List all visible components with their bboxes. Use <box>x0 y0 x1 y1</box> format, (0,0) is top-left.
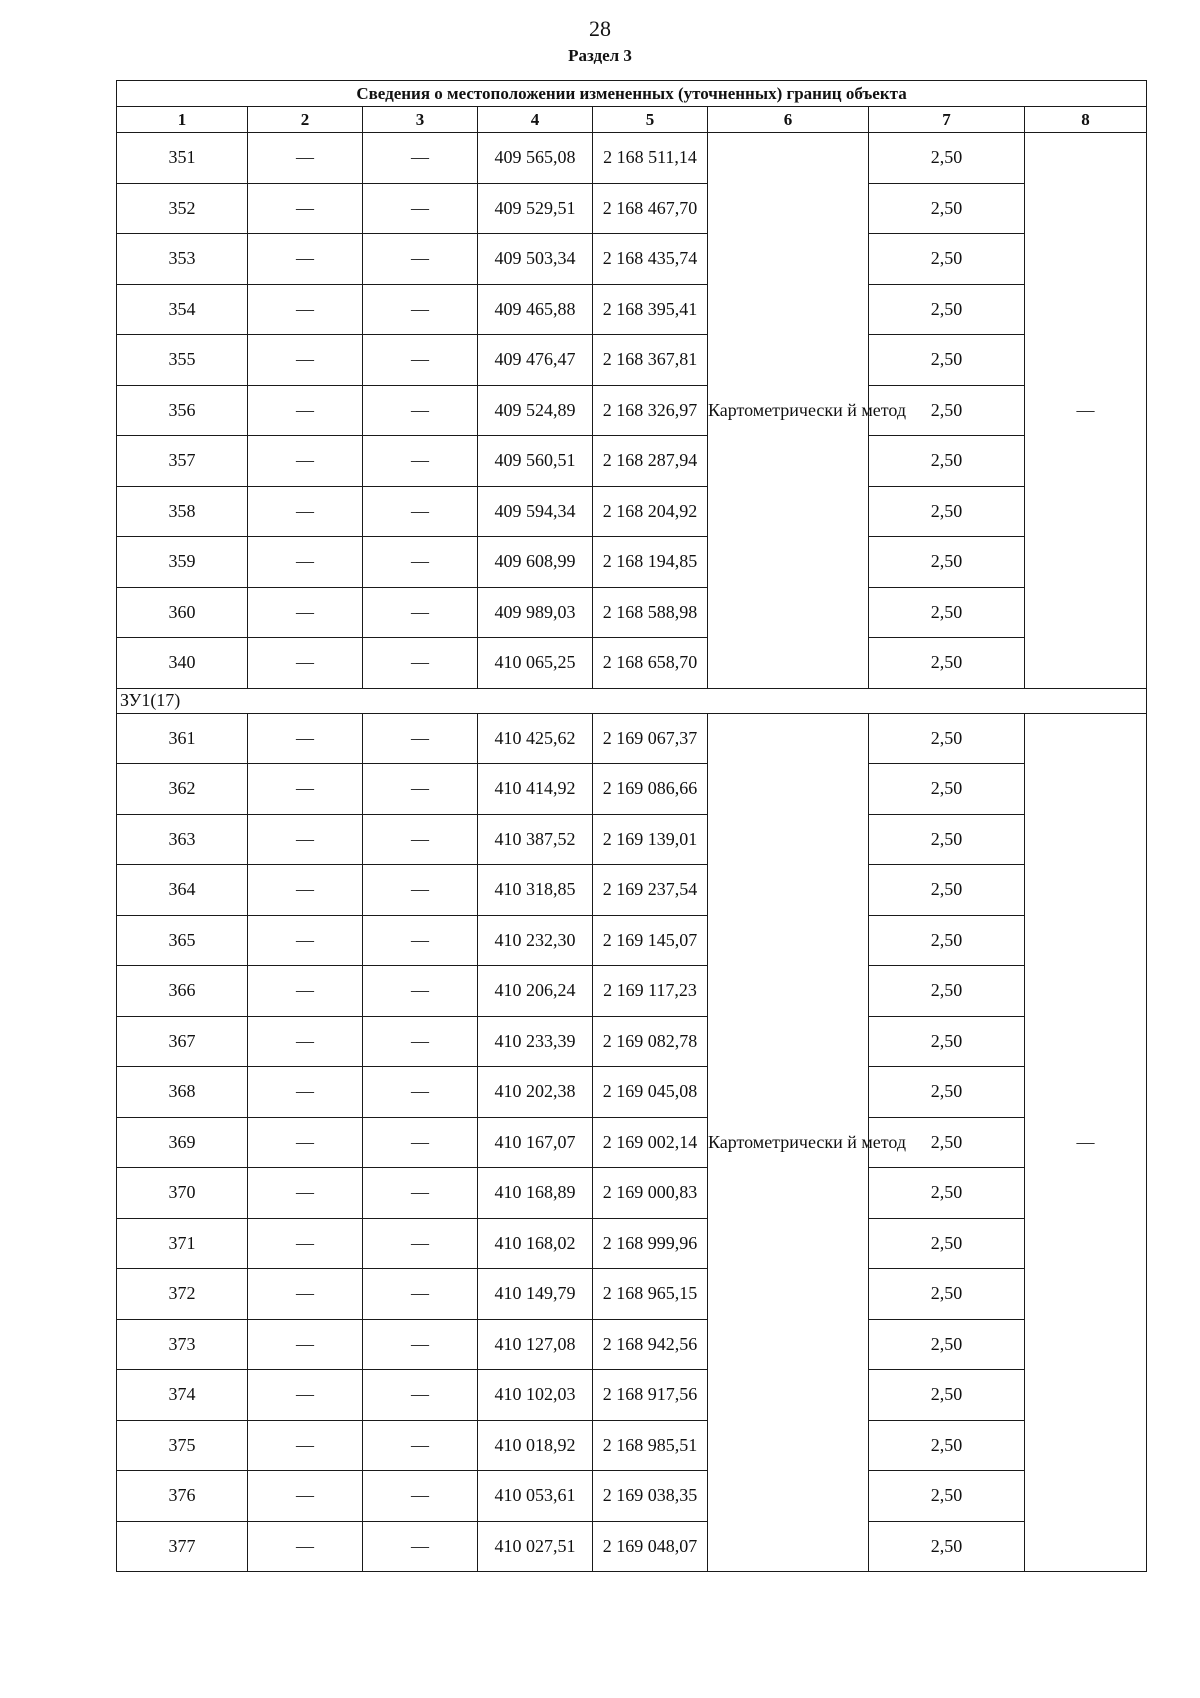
y-coordinate-cell: 2 168 511,14 <box>593 133 708 184</box>
x-coordinate-cell: 410 053,61 <box>478 1471 593 1522</box>
table-row <box>117 183 1147 234</box>
group-label: ЗУ1(17) <box>117 688 1147 713</box>
y-coordinate-cell: 2 169 237,54 <box>593 865 708 916</box>
point-number-cell: 364 <box>117 865 248 916</box>
point-number-cell: 365 <box>117 915 248 966</box>
column-3-cell: — <box>363 234 478 285</box>
column-3-cell: — <box>363 764 478 815</box>
table-row <box>117 1218 1147 1269</box>
accuracy-cell: 2,50 <box>869 133 1025 184</box>
y-coordinate-cell: 2 169 145,07 <box>593 915 708 966</box>
accuracy-cell: 2,50 <box>869 1319 1025 1370</box>
table-row <box>117 1370 1147 1421</box>
column-3-cell: — <box>363 1269 478 1320</box>
table-row <box>117 865 1147 916</box>
y-coordinate-cell: 2 169 045,08 <box>593 1067 708 1118</box>
point-number-cell: 374 <box>117 1370 248 1421</box>
accuracy-cell: 2,50 <box>869 234 1025 285</box>
point-number-cell: 340 <box>117 638 248 689</box>
column-3-cell: — <box>363 133 478 184</box>
column-number: 8 <box>1025 107 1147 133</box>
point-number-cell: 361 <box>117 713 248 764</box>
column-2-cell: — <box>248 486 363 537</box>
point-number-cell: 367 <box>117 1016 248 1067</box>
y-coordinate-cell: 2 169 048,07 <box>593 1521 708 1572</box>
point-number-cell: 351 <box>117 133 248 184</box>
y-coordinate-cell: 2 169 067,37 <box>593 713 708 764</box>
boundary-coordinates-table <box>116 80 1147 1572</box>
y-coordinate-cell: 2 168 467,70 <box>593 183 708 234</box>
column-number: 3 <box>363 107 478 133</box>
section-title: Раздел 3 <box>568 46 632 65</box>
x-coordinate-cell: 410 233,39 <box>478 1016 593 1067</box>
accuracy-cell: 2,50 <box>869 713 1025 764</box>
point-number-cell: 358 <box>117 486 248 537</box>
x-coordinate-cell: 410 318,85 <box>478 865 593 916</box>
y-coordinate-cell: 2 168 942,56 <box>593 1319 708 1370</box>
accuracy-cell: 2,50 <box>869 1420 1025 1471</box>
table-row <box>117 814 1147 865</box>
accuracy-cell: 2,50 <box>869 1016 1025 1067</box>
table-row <box>117 713 1147 764</box>
accuracy-cell: 2,50 <box>869 486 1025 537</box>
y-coordinate-cell: 2 169 139,01 <box>593 814 708 865</box>
point-number-cell: 369 <box>117 1117 248 1168</box>
column-8-cell: — <box>1025 133 1147 689</box>
x-coordinate-cell: 410 425,62 <box>478 713 593 764</box>
point-number-cell: 354 <box>117 284 248 335</box>
x-coordinate-cell: 409 476,47 <box>478 335 593 386</box>
point-number-cell: 363 <box>117 814 248 865</box>
point-number-cell: 360 <box>117 587 248 638</box>
column-3-cell: — <box>363 966 478 1017</box>
table-row <box>117 537 1147 588</box>
x-coordinate-cell: 410 202,38 <box>478 1067 593 1118</box>
point-number-cell: 377 <box>117 1521 248 1572</box>
column-2-cell: — <box>248 133 363 184</box>
table-row <box>117 1269 1147 1320</box>
column-number: 1 <box>117 107 248 133</box>
y-coordinate-cell: 2 169 086,66 <box>593 764 708 815</box>
table-row <box>117 1168 1147 1219</box>
table-row <box>117 1319 1147 1370</box>
column-number: 2 <box>248 107 363 133</box>
point-number-cell: 375 <box>117 1420 248 1471</box>
column-3-cell: — <box>363 1420 478 1471</box>
x-coordinate-cell: 409 989,03 <box>478 587 593 638</box>
accuracy-cell: 2,50 <box>869 1218 1025 1269</box>
y-coordinate-cell: 2 168 204,92 <box>593 486 708 537</box>
x-coordinate-cell: 409 503,34 <box>478 234 593 285</box>
point-number-cell: 355 <box>117 335 248 386</box>
y-coordinate-cell: 2 169 002,14 <box>593 1117 708 1168</box>
accuracy-cell: 2,50 <box>869 335 1025 386</box>
table-row <box>117 1521 1147 1572</box>
x-coordinate-cell: 409 594,34 <box>478 486 593 537</box>
column-3-cell: — <box>363 486 478 537</box>
column-3-cell: — <box>363 1319 478 1370</box>
column-2-cell: — <box>248 335 363 386</box>
column-2-cell: — <box>248 814 363 865</box>
table-row <box>117 764 1147 815</box>
table-row <box>117 1117 1147 1168</box>
point-number-cell: 356 <box>117 385 248 436</box>
y-coordinate-cell: 2 168 658,70 <box>593 638 708 689</box>
column-2-cell: — <box>248 1016 363 1067</box>
x-coordinate-cell: 410 027,51 <box>478 1521 593 1572</box>
table-row <box>117 1067 1147 1118</box>
column-3-cell: — <box>363 713 478 764</box>
column-2-cell: — <box>248 183 363 234</box>
y-coordinate-cell: 2 168 965,15 <box>593 1269 708 1320</box>
x-coordinate-cell: 410 168,02 <box>478 1218 593 1269</box>
accuracy-cell: 2,50 <box>869 1269 1025 1320</box>
table-row <box>117 966 1147 1017</box>
column-2-cell: — <box>248 865 363 916</box>
accuracy-cell: 2,50 <box>869 436 1025 487</box>
accuracy-cell: 2,50 <box>869 1117 1025 1168</box>
x-coordinate-cell: 410 127,08 <box>478 1319 593 1370</box>
column-2-cell: — <box>248 966 363 1017</box>
column-2-cell: — <box>248 436 363 487</box>
accuracy-cell: 2,50 <box>869 638 1025 689</box>
x-coordinate-cell: 409 524,89 <box>478 385 593 436</box>
column-8-cell: — <box>1025 713 1147 1572</box>
y-coordinate-cell: 2 168 194,85 <box>593 537 708 588</box>
column-3-cell: — <box>363 1521 478 1572</box>
column-2-cell: — <box>248 764 363 815</box>
y-coordinate-cell: 2 168 395,41 <box>593 284 708 335</box>
x-coordinate-cell: 410 168,89 <box>478 1168 593 1219</box>
column-3-cell: — <box>363 335 478 386</box>
y-coordinate-cell: 2 168 985,51 <box>593 1420 708 1471</box>
column-3-cell: — <box>363 1471 478 1522</box>
accuracy-cell: 2,50 <box>869 1067 1025 1118</box>
x-coordinate-cell: 409 560,51 <box>478 436 593 487</box>
column-2-cell: — <box>248 1067 363 1118</box>
x-coordinate-cell: 410 018,92 <box>478 1420 593 1471</box>
table-row <box>117 1471 1147 1522</box>
table-row <box>117 638 1147 689</box>
x-coordinate-cell: 409 608,99 <box>478 537 593 588</box>
column-3-cell: — <box>363 1016 478 1067</box>
column-2-cell: — <box>248 1269 363 1320</box>
table-row <box>117 587 1147 638</box>
point-number-cell: 366 <box>117 966 248 1017</box>
accuracy-cell: 2,50 <box>869 1521 1025 1572</box>
point-number-cell: 373 <box>117 1319 248 1370</box>
y-coordinate-cell: 2 169 038,35 <box>593 1471 708 1522</box>
page-number: 28 <box>589 16 611 41</box>
column-3-cell: — <box>363 1218 478 1269</box>
x-coordinate-cell: 409 465,88 <box>478 284 593 335</box>
y-coordinate-cell: 2 169 082,78 <box>593 1016 708 1067</box>
column-2-cell: — <box>248 713 363 764</box>
point-number-cell: 362 <box>117 764 248 815</box>
accuracy-cell: 2,50 <box>869 537 1025 588</box>
column-number: 6 <box>708 107 869 133</box>
x-coordinate-cell: 410 414,92 <box>478 764 593 815</box>
accuracy-cell: 2,50 <box>869 1370 1025 1421</box>
accuracy-cell: 2,50 <box>869 1168 1025 1219</box>
column-3-cell: — <box>363 385 478 436</box>
column-3-cell: — <box>363 1168 478 1219</box>
column-number: 4 <box>478 107 593 133</box>
accuracy-cell: 2,50 <box>869 284 1025 335</box>
x-coordinate-cell: 409 529,51 <box>478 183 593 234</box>
x-coordinate-cell: 410 387,52 <box>478 814 593 865</box>
x-coordinate-cell: 409 565,08 <box>478 133 593 184</box>
column-2-cell: — <box>248 1471 363 1522</box>
point-number-cell: 353 <box>117 234 248 285</box>
x-coordinate-cell: 410 206,24 <box>478 966 593 1017</box>
table-row <box>117 133 1147 184</box>
table-body <box>117 133 1147 1572</box>
column-2-cell: — <box>248 385 363 436</box>
y-coordinate-cell: 2 168 367,81 <box>593 335 708 386</box>
column-2-cell: — <box>248 915 363 966</box>
column-2-cell: — <box>248 587 363 638</box>
column-3-cell: — <box>363 284 478 335</box>
column-2-cell: — <box>248 234 363 285</box>
column-3-cell: — <box>363 814 478 865</box>
column-2-cell: — <box>248 1521 363 1572</box>
column-2-cell: — <box>248 638 363 689</box>
y-coordinate-cell: 2 168 917,56 <box>593 1370 708 1421</box>
x-coordinate-cell: 410 065,25 <box>478 638 593 689</box>
point-number-cell: 371 <box>117 1218 248 1269</box>
column-3-cell: — <box>363 587 478 638</box>
accuracy-cell: 2,50 <box>869 385 1025 436</box>
table-caption: Сведения о местоположении измененных (уточненных) границ объекта <box>117 81 1147 107</box>
y-coordinate-cell: 2 168 326,97 <box>593 385 708 436</box>
table-row <box>117 436 1147 487</box>
accuracy-cell: 2,50 <box>869 183 1025 234</box>
table-row <box>117 1016 1147 1067</box>
group-label-row <box>117 688 1147 713</box>
y-coordinate-cell: 2 169 117,23 <box>593 966 708 1017</box>
point-number-cell: 359 <box>117 537 248 588</box>
method-cell: Картометрически й метод <box>708 133 869 689</box>
x-coordinate-cell: 410 232,30 <box>478 915 593 966</box>
point-number-cell: 352 <box>117 183 248 234</box>
table-row <box>117 915 1147 966</box>
column-number: 7 <box>869 107 1025 133</box>
column-3-cell: — <box>363 537 478 588</box>
column-3-cell: — <box>363 865 478 916</box>
column-3-cell: — <box>363 915 478 966</box>
column-3-cell: — <box>363 183 478 234</box>
table-row <box>117 234 1147 285</box>
column-3-cell: — <box>363 638 478 689</box>
accuracy-cell: 2,50 <box>869 915 1025 966</box>
y-coordinate-cell: 2 168 287,94 <box>593 436 708 487</box>
column-3-cell: — <box>363 1370 478 1421</box>
x-coordinate-cell: 410 149,79 <box>478 1269 593 1320</box>
method-cell: Картометрически й метод <box>708 713 869 1572</box>
point-number-cell: 376 <box>117 1471 248 1522</box>
x-coordinate-cell: 410 167,07 <box>478 1117 593 1168</box>
accuracy-cell: 2,50 <box>869 1471 1025 1522</box>
table-row <box>117 385 1147 436</box>
column-2-cell: — <box>248 1319 363 1370</box>
column-2-cell: — <box>248 1117 363 1168</box>
table-row <box>117 486 1147 537</box>
x-coordinate-cell: 410 102,03 <box>478 1370 593 1421</box>
table-row <box>117 284 1147 335</box>
column-2-cell: — <box>248 284 363 335</box>
column-2-cell: — <box>248 1420 363 1471</box>
accuracy-cell: 2,50 <box>869 814 1025 865</box>
y-coordinate-cell: 2 169 000,83 <box>593 1168 708 1219</box>
column-2-cell: — <box>248 1370 363 1421</box>
point-number-cell: 370 <box>117 1168 248 1219</box>
point-number-cell: 357 <box>117 436 248 487</box>
accuracy-cell: 2,50 <box>869 587 1025 638</box>
column-3-cell: — <box>363 1117 478 1168</box>
column-number: 5 <box>593 107 708 133</box>
y-coordinate-cell: 2 168 999,96 <box>593 1218 708 1269</box>
accuracy-cell: 2,50 <box>869 966 1025 1017</box>
y-coordinate-cell: 2 168 435,74 <box>593 234 708 285</box>
column-2-cell: — <box>248 1168 363 1219</box>
column-3-cell: — <box>363 1067 478 1118</box>
y-coordinate-cell: 2 168 588,98 <box>593 587 708 638</box>
column-3-cell: — <box>363 436 478 487</box>
table-row <box>117 1420 1147 1471</box>
accuracy-cell: 2,50 <box>869 865 1025 916</box>
accuracy-cell: 2,50 <box>869 764 1025 815</box>
point-number-cell: 368 <box>117 1067 248 1118</box>
table-row <box>117 335 1147 386</box>
point-number-cell: 372 <box>117 1269 248 1320</box>
column-2-cell: — <box>248 537 363 588</box>
column-2-cell: — <box>248 1218 363 1269</box>
